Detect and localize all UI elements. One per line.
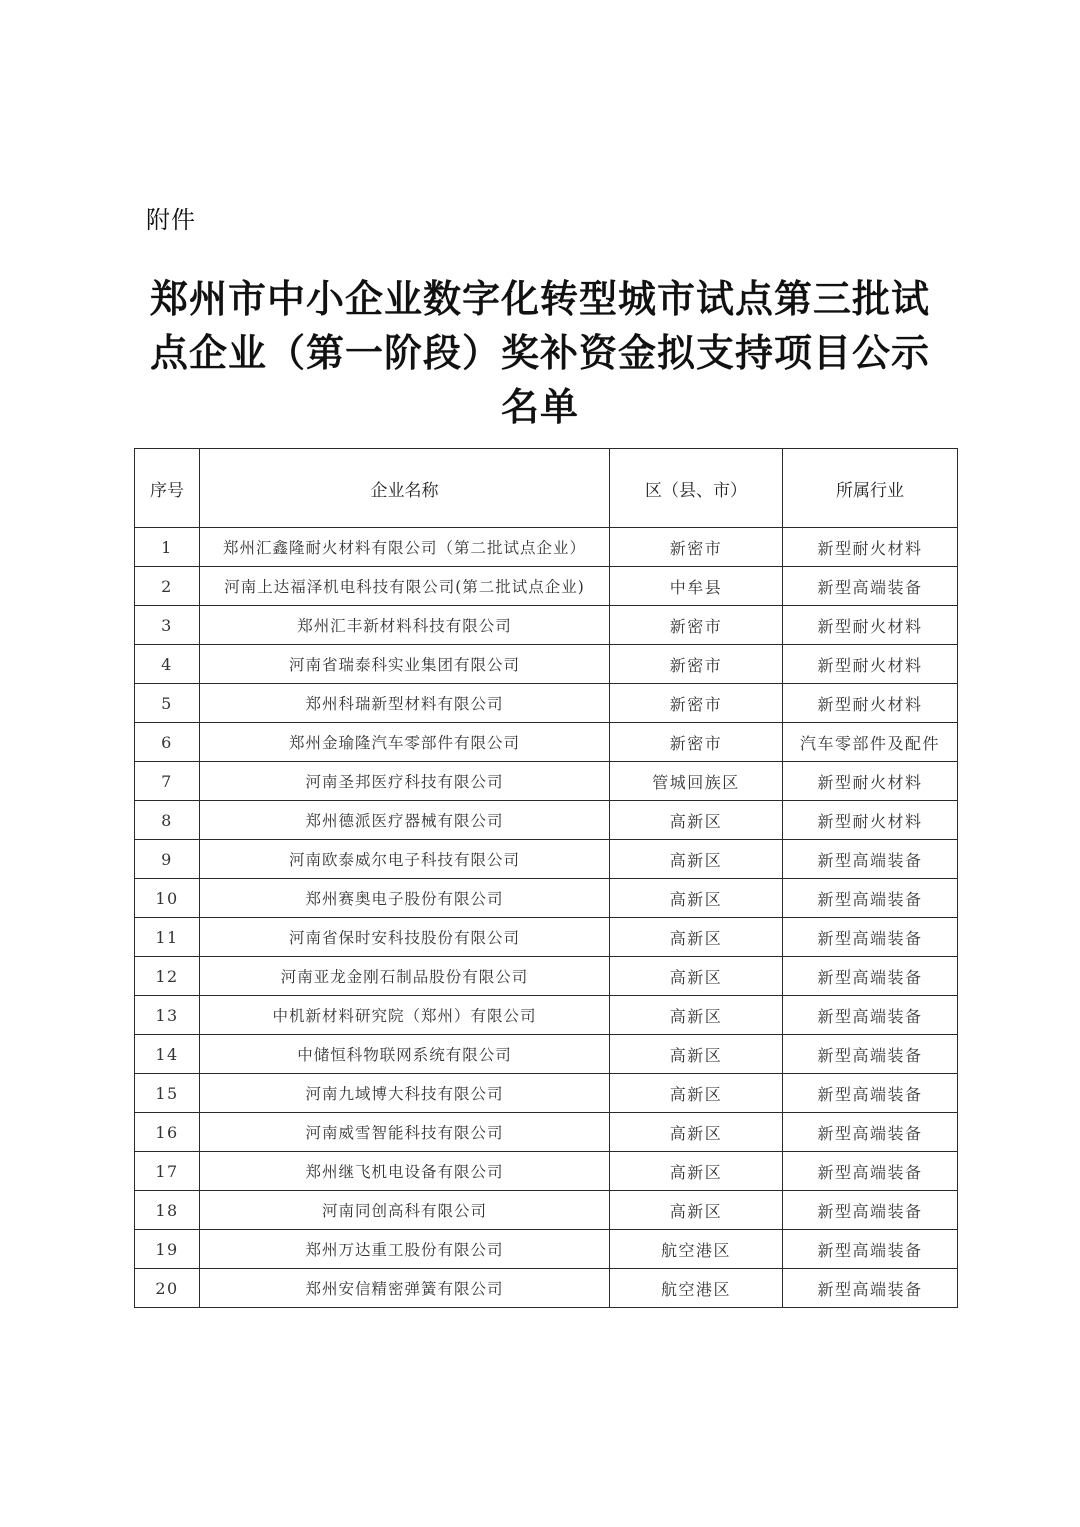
company-name-cell: 河南省保时安科技股份有限公司 [200, 918, 610, 957]
district-cell: 高新区 [610, 1191, 783, 1230]
district-cell: 高新区 [610, 996, 783, 1035]
company-name-cell: 郑州安信精密弹簧有限公司 [200, 1269, 610, 1308]
title-line-2: 点企业（第一阶段）奖补资金拟支持项目公示 [149, 330, 930, 375]
industry-cell: 新型耐火材料 [783, 801, 958, 840]
table-row [135, 762, 958, 801]
company-name-cell: 河南九域博大科技有限公司 [200, 1074, 610, 1113]
attachment-label: 附件 [146, 206, 196, 234]
table-row [135, 996, 958, 1035]
row-number-cell: 16 [135, 1113, 200, 1152]
table-row [135, 1191, 958, 1230]
industry-cell: 新型高端装备 [783, 1269, 958, 1308]
row-number-cell: 3 [135, 606, 200, 645]
district-cell: 新密市 [610, 723, 783, 762]
district-cell: 航空港区 [610, 1269, 783, 1308]
table-row [135, 723, 958, 762]
industry-cell: 新型高端装备 [783, 957, 958, 996]
company-name-cell: 中机新材料研究院（郑州）有限公司 [200, 996, 610, 1035]
district-cell: 高新区 [610, 918, 783, 957]
district-cell: 高新区 [610, 1035, 783, 1074]
table-row [135, 528, 958, 567]
row-number-cell: 19 [135, 1230, 200, 1269]
district-cell: 新密市 [610, 645, 783, 684]
column-header-number: 序号 [135, 449, 200, 528]
row-number-cell: 8 [135, 801, 200, 840]
company-name-cell: 河南威雪智能科技有限公司 [200, 1113, 610, 1152]
column-header-industry: 所属行业 [783, 449, 958, 528]
company-name-cell: 河南圣邦医疗科技有限公司 [200, 762, 610, 801]
industry-cell: 新型耐火材料 [783, 645, 958, 684]
table-row [135, 879, 958, 918]
company-name-cell: 河南亚龙金刚石制品股份有限公司 [200, 957, 610, 996]
district-cell: 高新区 [610, 801, 783, 840]
table-row [135, 1035, 958, 1074]
table-row [135, 1269, 958, 1308]
table-header-row [135, 449, 958, 528]
district-cell: 新密市 [610, 528, 783, 567]
row-number-cell: 15 [135, 1074, 200, 1113]
company-name-cell: 中储恒科物联网系统有限公司 [200, 1035, 610, 1074]
company-name-cell: 郑州继飞机电设备有限公司 [200, 1152, 610, 1191]
row-number-cell: 18 [135, 1191, 200, 1230]
industry-cell: 新型高端装备 [783, 1074, 958, 1113]
industry-cell: 新型高端装备 [783, 567, 958, 606]
district-cell: 高新区 [610, 1152, 783, 1191]
table-row [135, 1113, 958, 1152]
table-row [135, 1152, 958, 1191]
district-cell: 高新区 [610, 957, 783, 996]
district-cell: 高新区 [610, 879, 783, 918]
table-row [135, 1074, 958, 1113]
district-cell: 高新区 [610, 1074, 783, 1113]
row-number-cell: 6 [135, 723, 200, 762]
row-number-cell: 11 [135, 918, 200, 957]
industry-cell: 新型高端装备 [783, 918, 958, 957]
title-line-3: 名单 [500, 384, 579, 429]
industry-cell: 新型高端装备 [783, 840, 958, 879]
row-number-cell: 5 [135, 684, 200, 723]
company-name-cell: 河南同创高科有限公司 [200, 1191, 610, 1230]
table-row [135, 1230, 958, 1269]
industry-cell: 新型高端装备 [783, 1113, 958, 1152]
industry-cell: 新型耐火材料 [783, 528, 958, 567]
company-name-cell: 郑州金瑜隆汽车零部件有限公司 [200, 723, 610, 762]
table-body [135, 528, 958, 1308]
industry-cell: 新型耐火材料 [783, 684, 958, 723]
company-name-cell: 河南欧泰威尔电子科技有限公司 [200, 840, 610, 879]
table-row [135, 606, 958, 645]
district-cell: 航空港区 [610, 1230, 783, 1269]
district-cell: 管城回族区 [610, 762, 783, 801]
table-row [135, 567, 958, 606]
row-number-cell: 14 [135, 1035, 200, 1074]
industry-cell: 新型高端装备 [783, 1230, 958, 1269]
company-name-cell: 郑州万达重工股份有限公司 [200, 1230, 610, 1269]
row-number-cell: 20 [135, 1269, 200, 1308]
column-header-district: 区（县、市） [610, 449, 783, 528]
company-name-cell: 郑州汇鑫隆耐火材料有限公司（第二批试点企业） [200, 528, 610, 567]
enterprise-list-table [134, 448, 958, 1308]
table-row [135, 801, 958, 840]
industry-cell: 新型高端装备 [783, 1191, 958, 1230]
row-number-cell: 7 [135, 762, 200, 801]
row-number-cell: 10 [135, 879, 200, 918]
table-row [135, 645, 958, 684]
industry-cell: 新型耐火材料 [783, 762, 958, 801]
industry-cell: 新型高端装备 [783, 1035, 958, 1074]
company-name-cell: 郑州德派医疗器械有限公司 [200, 801, 610, 840]
industry-cell: 新型耐火材料 [783, 606, 958, 645]
table-row [135, 957, 958, 996]
row-number-cell: 17 [135, 1152, 200, 1191]
district-cell: 高新区 [610, 1113, 783, 1152]
company-name-cell: 郑州汇丰新材料科技有限公司 [200, 606, 610, 645]
column-header-company: 企业名称 [200, 449, 610, 528]
industry-cell: 新型高端装备 [783, 1152, 958, 1191]
table-row [135, 684, 958, 723]
company-name-cell: 河南省瑞泰科实业集团有限公司 [200, 645, 610, 684]
table-row [135, 840, 958, 879]
row-number-cell: 2 [135, 567, 200, 606]
industry-cell: 汽车零部件及配件 [783, 723, 958, 762]
title-line-1: 郑州市中小企业数字化转型城市试点第三批试 [149, 276, 930, 321]
company-name-cell: 郑州赛奥电子股份有限公司 [200, 879, 610, 918]
district-cell: 中牟县 [610, 567, 783, 606]
row-number-cell: 12 [135, 957, 200, 996]
row-number-cell: 1 [135, 528, 200, 567]
company-name-cell: 河南上达福泽机电科技有限公司(第二批试点企业) [200, 567, 610, 606]
row-number-cell: 9 [135, 840, 200, 879]
industry-cell: 新型高端装备 [783, 996, 958, 1035]
row-number-cell: 13 [135, 996, 200, 1035]
row-number-cell: 4 [135, 645, 200, 684]
industry-cell: 新型高端装备 [783, 879, 958, 918]
district-cell: 高新区 [610, 840, 783, 879]
district-cell: 新密市 [610, 606, 783, 645]
table-row [135, 918, 958, 957]
district-cell: 新密市 [610, 684, 783, 723]
company-name-cell: 郑州科瑞新型材料有限公司 [200, 684, 610, 723]
document-title [130, 272, 950, 434]
